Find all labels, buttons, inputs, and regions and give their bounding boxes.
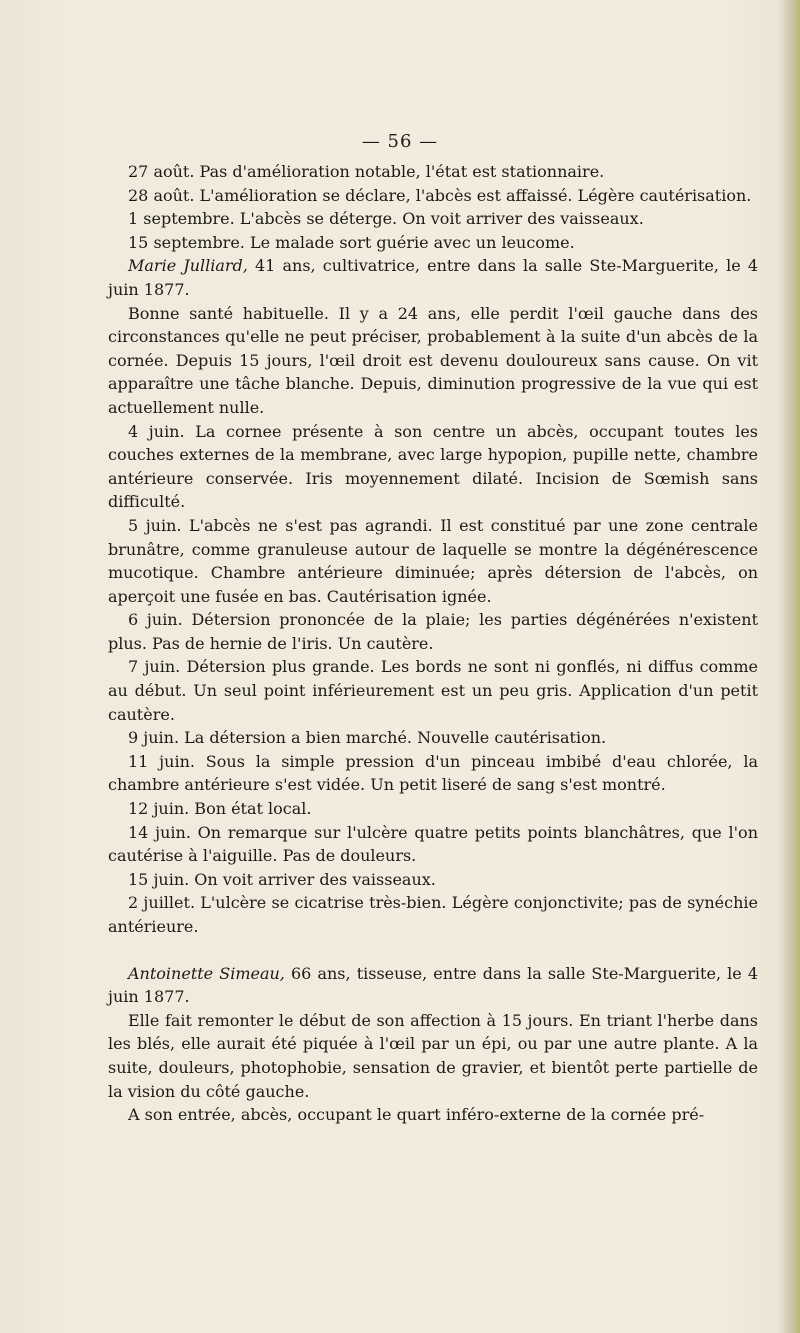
paragraph (108, 420, 758, 514)
paragraph (108, 514, 758, 608)
patient-name: Marie Julliard, (128, 256, 248, 276)
paragraph-lead: 14 juin. (128, 822, 191, 842)
paragraph (108, 726, 758, 750)
paragraph (108, 797, 758, 821)
patient-name: Antoinette Simeau, (128, 963, 285, 983)
paragraph-lead: Bonne (128, 303, 180, 323)
paragraph-lead: A (128, 1105, 140, 1125)
paragraph-text: L'amélioration se déclare, l'abcès est affaissé. Légère cautérisation. (194, 185, 752, 205)
paragraph (108, 655, 758, 726)
paragraph (108, 207, 758, 231)
paragraph-lead: 9 juin. (128, 728, 180, 748)
paragraph (108, 868, 758, 892)
paragraph (108, 160, 758, 184)
page-edge-shadow (778, 0, 800, 1333)
paragraph (108, 231, 758, 255)
paragraph (108, 750, 758, 797)
paragraph-lead: 7 juin. (128, 657, 181, 677)
paragraph (108, 1103, 758, 1127)
paragraph-text: L'abcès ne s'est pas agrandi. Il est constitué par une zone centrale brunâtre, comme granuleuse autour de laquelle se montre la dégénérescence mucotique. Chambre antérieure diminuée; après détersion de l'abcès, on aperçoit une fusée en bas. Cautérisation ignée. (108, 515, 758, 606)
paragraph-text: L'ulcère se cicatrise très-bien. Légère conjonctivite; pas de synéchie antérieure. (108, 893, 758, 936)
paragraph-lead: 28 août. (128, 185, 195, 205)
paragraph-text: On voit arriver des vaisseaux. (189, 869, 436, 889)
paragraph-lead: 2 juillet. (128, 893, 196, 913)
paragraph-text: santé habituelle. Il y a 24 ans, elle perdit l'œil gauche dans des circonstances qu'elle ne peut préciser, probablement à la suite d'un abcès de la cornée. Depuis 15 jours, l'œil droit est devenu douloureux sans cause. On vit apparaître une tâche blanche. Depuis, diminution progressive de la vue qui est actuellement nulle. (108, 303, 758, 417)
paragraph-text: 66 ans, tisseuse, entre dans la salle Ste-Marguerite, le 4 juin 1877. (108, 963, 758, 1007)
paragraph-text: L'abcès se déterge. On voit arriver des vaisseaux. (234, 209, 644, 229)
paragraph-lead: 15 juin. (128, 869, 190, 889)
paragraph-text: Pas d'amélioration notable, l'état est stationnaire. (194, 162, 605, 181)
paragraph-text: fait remonter le début de son affection à 15 jours. En triant l'herbe dans les blés, elle aurait été piquée à l'œil par un épi, ou par une autre plante. A la suite, douleurs, photophobie, sensation de gravier, et bientôt perte partielle de la vision du côté gauche. (108, 1010, 758, 1101)
paragraph-text: Bon état local. (189, 799, 312, 819)
paragraph (108, 184, 758, 208)
paragraph (108, 608, 758, 655)
paragraph-text: Sous la simple pression d'un pinceau imbibé d'eau chlorée, la chambre antérieure s'est vidée. Un petit liseré de sang s'est montré. (108, 751, 759, 795)
paragraph-lead: 11 juin. (128, 751, 195, 771)
page-number: — 56 — (361, 131, 439, 152)
paragraph-lead: Elle (128, 1010, 160, 1030)
paragraph-lead: 1 septembre. (128, 209, 235, 229)
paragraph (108, 962, 758, 1009)
paragraph-text: On remarque sur l'ulcère quatre petits points blanchâtres, que l'on cautérise à l'aiguille. Pas de douleurs. (108, 822, 758, 866)
paragraph-text: Le malade sort guérie avec un leucome. (244, 232, 575, 252)
paragraph-lead: 27 août. (128, 162, 195, 181)
paragraph-text: son entrée, abcès, occupant le quart inféro-externe de la cornée pré- (139, 1105, 705, 1125)
paragraph-text: La détersion a bien marché. Nouvelle cautérisation. (179, 728, 607, 748)
paragraph-text: Détersion prononcée de la plaie; les parties dégénérées n'existent plus. Pas de hernie de l'iris. Un cautère. (108, 610, 758, 653)
paragraph-lead: 12 juin. (128, 799, 190, 819)
paragraph (108, 1009, 758, 1103)
paragraph (108, 891, 758, 938)
paragraph (108, 821, 758, 868)
paragraph (108, 302, 758, 420)
paragraph-lead: 5 juin. (128, 515, 182, 535)
body-text (108, 160, 758, 1127)
paragraph-lead: 4 juin. (128, 421, 185, 441)
paragraph-lead: 6 juin. (128, 610, 183, 630)
paragraph-text: La cornee présente à son centre un abcès, occupant toutes les couches externes de la membrane, avec large hypopion, pupille nette, chambre antérieure conservée. Iris moyennement dilaté. Incision de Sœmish sans difficulté. (108, 421, 758, 512)
paragraph-text: Détersion plus grande. Les bords ne sont ni gonflés, ni diffus comme au début. Un seul point inférieurement est un peu gris. Application d'un petit cautère. (108, 657, 758, 724)
paragraph (108, 254, 758, 301)
paragraph-lead: 15 septembre. (128, 232, 245, 252)
paragraph-text: 41 ans, cultivatrice, entre dans la salle Ste-Marguerite, le 4 juin 1877. (108, 256, 759, 299)
